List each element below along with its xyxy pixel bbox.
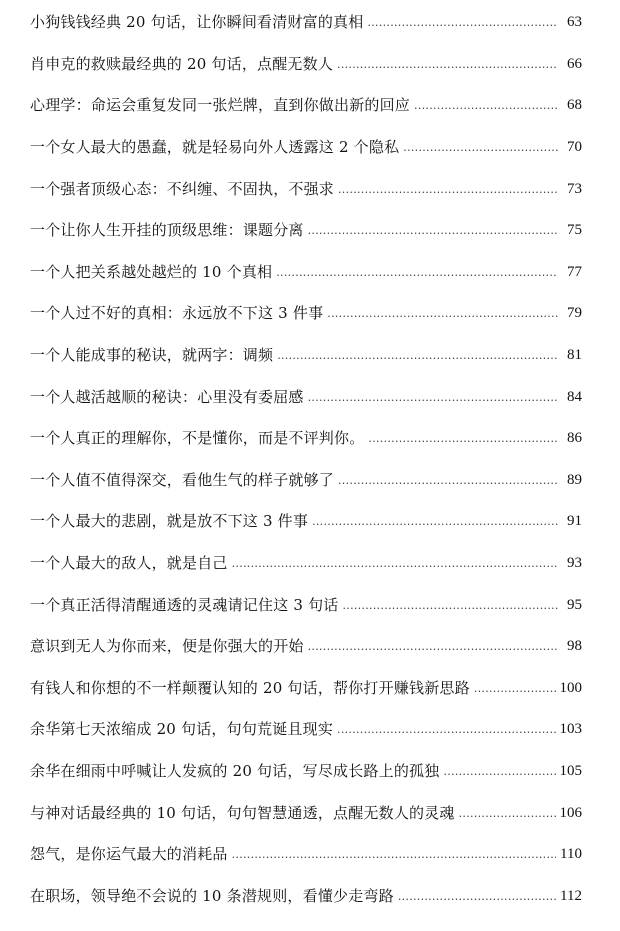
toc-entry[interactable]	[30, 709, 582, 751]
toc-page-number: 103	[559, 721, 582, 738]
toc-dot-leader	[308, 223, 558, 238]
toc-entry[interactable]	[30, 875, 582, 917]
toc-entry-title: 余华第七天浓缩成 20 句话，句句荒诞且现实	[30, 722, 337, 737]
toc-dot-leader	[312, 514, 558, 529]
toc-page-number: 68	[567, 97, 582, 114]
toc-entry-title: 一个人真正的理解你，不是懂你，而是不评判你。	[30, 431, 368, 446]
toc-dot-leader	[367, 15, 558, 30]
toc-entry[interactable]	[30, 543, 582, 585]
toc-entry[interactable]	[30, 168, 582, 210]
table-of-contents	[30, 0, 582, 917]
toc-entry[interactable]	[30, 751, 582, 793]
toc-entry-title: 一个人最大的敌人，就是自己	[30, 556, 232, 571]
toc-dot-leader	[338, 182, 558, 197]
toc-dot-leader	[368, 431, 558, 446]
toc-entry-title: 一个真正活得清醒通透的灵魂请记住这 3 句话	[30, 598, 342, 613]
toc-entry-title: 肖申克的救赎最经典的 20 句话，点醒无数人	[30, 57, 337, 72]
toc-entry-title: 一个人最大的悲剧，就是放不下这 3 件事	[30, 514, 312, 529]
toc-entry-title: 一个人把关系越处越烂的 10 个真相	[30, 265, 276, 280]
toc-entry-title: 一个人越活越顺的秘诀：心里没有委屈感	[30, 390, 308, 405]
toc-page-number: 112	[560, 887, 582, 904]
toc-entry[interactable]	[30, 335, 582, 377]
toc-dot-leader	[342, 598, 558, 613]
toc-page-number: 105	[559, 762, 582, 779]
toc-entry-title: 小狗钱钱经典 20 句话，让你瞬间看清财富的真相	[30, 15, 367, 30]
toc-entry[interactable]	[30, 792, 582, 834]
toc-entry-title: 一个强者顶级心态：不纠缠、不固执，不强求	[30, 182, 338, 197]
toc-entry[interactable]	[30, 293, 582, 335]
toc-entry-title: 余华在细雨中呼喊让人发疯的 20 句话，写尽成长路上的孤独	[30, 764, 443, 779]
toc-entry[interactable]	[30, 460, 582, 502]
toc-entry-title: 与神对话最经典的 10 句话，句句智慧通透，点醒无数人的灵魂	[30, 806, 459, 821]
toc-entry[interactable]	[30, 252, 582, 294]
toc-dot-leader	[474, 681, 556, 696]
toc-page-number: 84	[567, 388, 582, 405]
toc-dot-leader	[398, 889, 556, 904]
toc-dot-leader	[276, 265, 558, 280]
toc-dot-leader	[414, 98, 558, 113]
toc-entry[interactable]	[30, 85, 582, 127]
toc-dot-leader	[308, 639, 558, 654]
toc-dot-leader	[232, 847, 556, 862]
toc-entry[interactable]	[30, 668, 582, 710]
toc-entry[interactable]	[30, 418, 582, 460]
toc-dot-leader	[277, 348, 558, 363]
toc-dot-leader	[232, 556, 558, 571]
toc-dot-leader	[403, 140, 558, 155]
toc-page-number: 81	[567, 347, 582, 364]
toc-entry[interactable]	[30, 626, 582, 668]
toc-entry[interactable]	[30, 44, 582, 86]
toc-page-number: 106	[559, 804, 582, 821]
toc-page-number: 98	[567, 638, 582, 655]
toc-entry[interactable]	[30, 210, 582, 252]
toc-page-number: 79	[567, 305, 582, 322]
toc-page-number: 77	[567, 263, 582, 280]
toc-entry-title: 在职场，领导绝不会说的 10 条潜规则，看懂少走弯路	[30, 889, 398, 904]
toc-dot-leader	[459, 806, 556, 821]
toc-page-number: 73	[567, 180, 582, 197]
toc-dot-leader	[337, 722, 555, 737]
toc-page-number: 100	[559, 679, 582, 696]
toc-entry-title: 有钱人和你想的不一样颠覆认知的 20 句话，帮你打开赚钱新思路	[30, 681, 474, 696]
toc-page-number: 93	[567, 555, 582, 572]
toc-page-number: 95	[567, 596, 582, 613]
toc-entry[interactable]	[30, 501, 582, 543]
toc-entry-title: 一个人值不值得深交，看他生气的样子就够了	[30, 473, 338, 488]
toc-page-number: 75	[567, 222, 582, 239]
toc-entry[interactable]	[30, 2, 582, 44]
toc-entry-title: 一个让你人生开挂的顶级思维：课题分离	[30, 223, 308, 238]
toc-dot-leader	[337, 57, 558, 72]
toc-dot-leader	[443, 764, 555, 779]
toc-entry-title: 一个人能成事的秘诀，就两字：调频	[30, 348, 277, 363]
toc-page-number: 91	[567, 513, 582, 530]
toc-entry-title: 意识到无人为你而来，便是你强大的开始	[30, 639, 308, 654]
toc-page-number: 86	[567, 430, 582, 447]
toc-dot-leader	[338, 473, 558, 488]
toc-page-number: 110	[560, 846, 582, 863]
toc-page-number: 63	[567, 14, 582, 31]
toc-entry[interactable]	[30, 127, 582, 169]
toc-page-number: 66	[567, 55, 582, 72]
toc-entry-title: 一个女人最大的愚蠢，就是轻易向外人透露这 2 个隐私	[30, 140, 403, 155]
toc-entry-title: 心理学：命运会重复发同一张烂牌，直到你做出新的回应	[30, 98, 414, 113]
toc-entry[interactable]	[30, 584, 582, 626]
toc-dot-leader	[308, 390, 558, 405]
toc-entry-title: 怨气，是你运气最大的消耗品	[30, 847, 232, 862]
toc-page-number: 70	[567, 139, 582, 156]
toc-page-number: 89	[567, 471, 582, 488]
toc-entry[interactable]	[30, 376, 582, 418]
toc-dot-leader	[327, 306, 558, 321]
toc-entry-title: 一个人过不好的真相：永远放不下这 3 件事	[30, 306, 327, 321]
toc-entry[interactable]	[30, 834, 582, 876]
